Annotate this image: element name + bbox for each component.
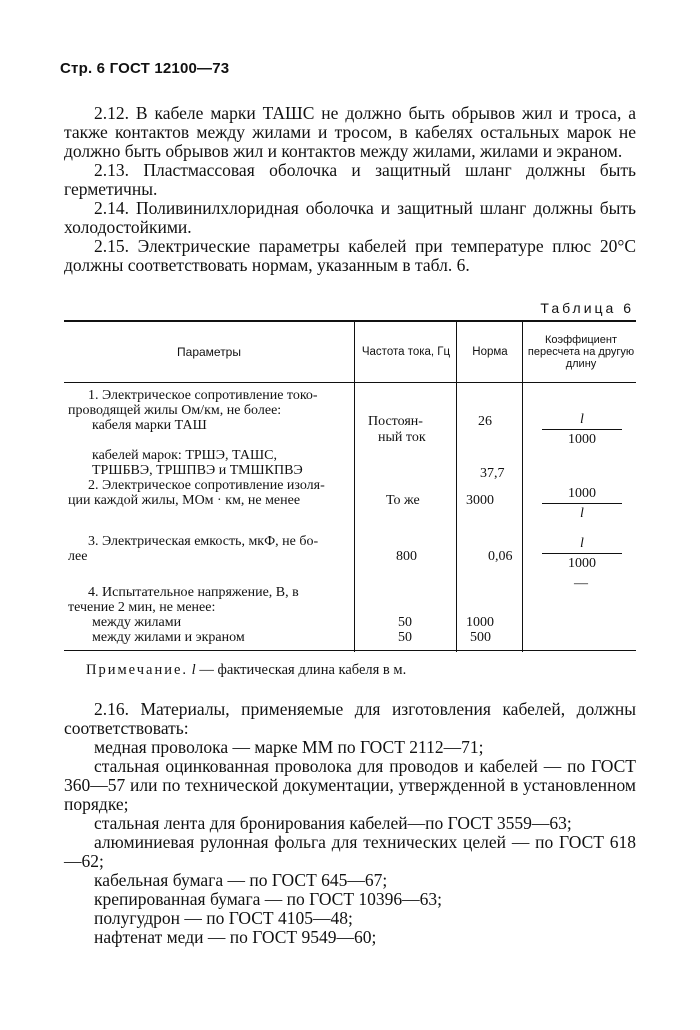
row3-coefficient <box>542 536 622 571</box>
material-item: стальная лента для бронирования кабелей—по ГОСТ 3559—63; <box>94 813 572 833</box>
row2-line2: ции каждой жилы, МОм · км, не менее <box>68 493 301 508</box>
row2-freq: То же <box>386 493 420 508</box>
table-header-rule <box>64 382 636 383</box>
row1-norm-b: 37,7 <box>480 466 505 481</box>
row3-freq: 800 <box>396 549 417 564</box>
material-item: нафтенат меди — по ГОСТ 9549—60; <box>94 927 377 947</box>
row1-coef-numerator: l <box>542 412 622 430</box>
material-item: крепированная бумага — по ГОСТ 10396—63; <box>94 889 443 909</box>
row1-line5: ТРШБВЭ, ТРШПВЭ и ТМШКПВЭ <box>92 463 303 478</box>
paragraph-2-15: 2.15. Электрические параметры кабелей при температуре плюс 20°С должны соответствовать нормам, указанным в табл. 6. <box>64 236 636 275</box>
row4-norm-a: 1000 <box>466 615 494 630</box>
row1-line1: 1. Электрическое сопротивление токо- <box>88 388 318 403</box>
table-divider <box>522 320 523 652</box>
row4-freq-a: 50 <box>398 615 412 630</box>
row4-line4: между жилами и экраном <box>92 630 245 645</box>
row2-coef-numerator: 1000 <box>542 486 622 504</box>
paragraph-2-13: 2.13. Пластмассовая оболочка и защитный шланг должны быть герметичны. <box>64 160 636 199</box>
row1-freq-b: ный ток <box>378 430 426 445</box>
row4-line2: течение 2 мин, не менее: <box>68 600 216 615</box>
table-top-rule <box>64 320 636 322</box>
table-note <box>86 662 406 679</box>
page-header: Стр. 6 ГОСТ 12100—73 <box>60 60 230 77</box>
note-text: — фактическая длина кабеля в м. <box>195 662 407 678</box>
row1-coefficient <box>542 412 622 447</box>
row2-coefficient <box>542 486 622 521</box>
material-item: полугудрон — по ГОСТ 4105—48; <box>94 908 353 928</box>
material-item: медная проволока — марке ММ по ГОСТ 2112—71; <box>94 737 484 757</box>
row1-coef-denominator: 1000 <box>568 432 596 447</box>
table-bottom-rule <box>64 650 636 651</box>
row4-line3: между жилами <box>92 615 182 630</box>
header-frequency: Частота тока, Гц <box>361 346 451 358</box>
note-symbol: l <box>191 662 196 678</box>
row2-line1: 2. Электрическое сопротивление изоля- <box>88 478 325 493</box>
parameters-table <box>64 320 636 652</box>
row2-coef-denominator: l <box>580 506 584 521</box>
table-divider <box>456 320 457 652</box>
row1-freq-a: Постоян- <box>368 414 423 429</box>
row1-norm-a: 26 <box>478 414 492 429</box>
header-params: Параметры <box>177 345 241 359</box>
row3-line2: лее <box>68 549 88 564</box>
section-212-215 <box>64 104 636 275</box>
table-divider <box>354 320 355 652</box>
section-2-16-intro: 2.16. Материалы, применяемые для изготовления кабелей, должны соответствовать: <box>64 699 636 738</box>
note-label: Примечание. <box>86 662 189 678</box>
material-item: алюминиевая рулонная фольга для технических целей — по ГОСТ 618—62; <box>64 832 636 871</box>
header-coefficient: Коэффициент пересчета на другую длину <box>527 334 635 370</box>
row4-norm-b: 500 <box>470 630 491 645</box>
table-title: Таблица 6 <box>540 300 634 316</box>
row2-norm: 3000 <box>466 493 494 508</box>
material-item: кабельная бумага — по ГОСТ 645—67; <box>94 870 388 890</box>
row3-line1: 3. Электрическая емкость, мкФ, не бо- <box>88 534 319 549</box>
header-norm: Норма <box>472 346 508 358</box>
row4-coefficient: — <box>574 576 588 591</box>
row1-line3: кабеля марки ТАШ <box>92 418 207 433</box>
section-2-16 <box>64 700 636 947</box>
row1-line2: проводящей жилы Ом/км, не более: <box>68 403 282 418</box>
row4-freq-b: 50 <box>398 630 412 645</box>
material-item: стальная оцинкованная проволока для проводов и кабелей — по ГОСТ 360—57 или по технической документации, утвержденной в установленном порядке; <box>64 756 636 814</box>
row3-coef-numerator: l <box>542 536 622 554</box>
row4-line1: 4. Испытательное напряжение, В, в <box>88 585 299 600</box>
row1-line4: кабелей марок: ТРШЭ, ТАШС, <box>92 448 277 463</box>
row3-coef-denominator: 1000 <box>568 556 596 571</box>
paragraph-2-12: 2.12. В кабеле марки ТАШС не должно быть обрывов жил и троса, а также контактов между жилами и тросом, в кабелях остальных марок не должно быть обрывов жил и контактов между жилами, жилами и экраном. <box>64 103 636 161</box>
paragraph-2-14: 2.14. Поливинилхлоридная оболочка и защитный шланг должны быть холодостойкими. <box>64 198 636 237</box>
row3-norm: 0,06 <box>488 549 513 564</box>
